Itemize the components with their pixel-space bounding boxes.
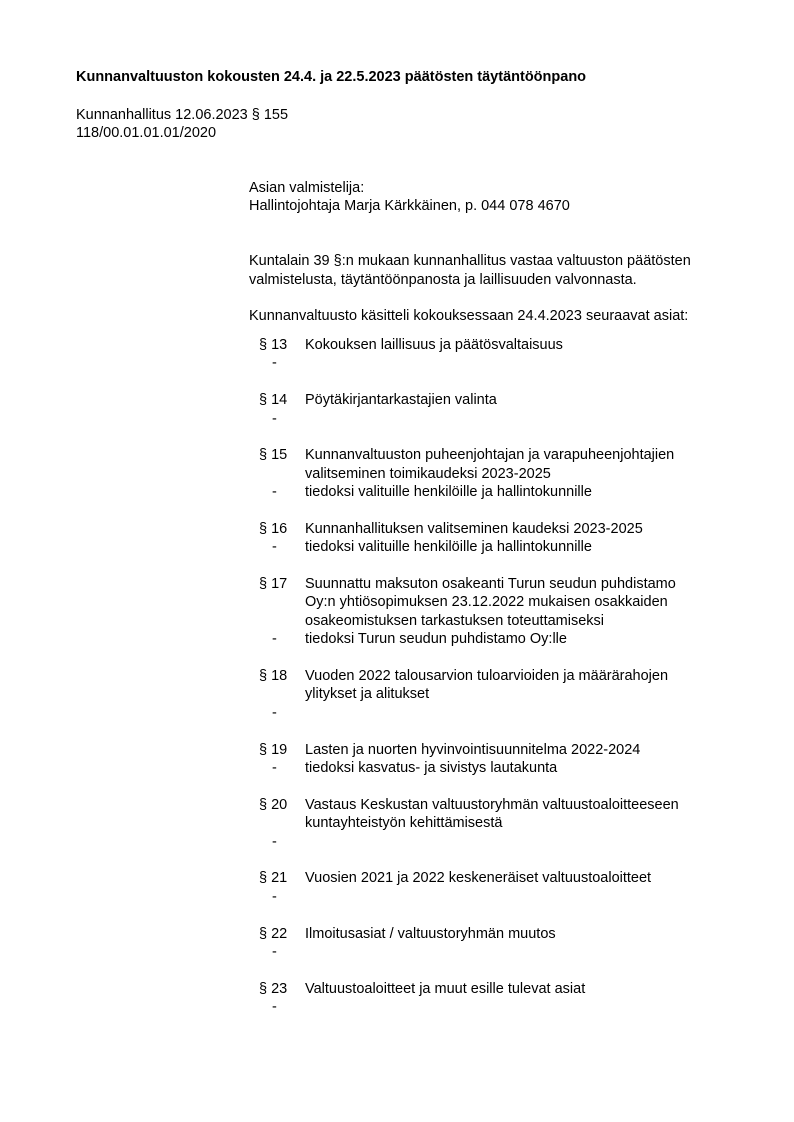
note-dash: - — [272, 943, 277, 960]
agenda-item-title: ylitykset ja alitukset — [305, 686, 430, 703]
note-dash: - — [272, 759, 277, 776]
agenda-item — [249, 575, 749, 649]
agenda-item-note: tiedoksi valituille henkilöille ja hallintokunnille — [305, 484, 592, 501]
agenda-item-title: Vastaus Keskustan valtuustoryhmän valtuustoaloitteeseen — [305, 796, 679, 813]
section-number: § 15 — [259, 447, 288, 464]
agenda-item-title: valitseminen toimikaudeksi 2023-2025 — [305, 465, 551, 482]
agenda-item-row — [249, 593, 749, 611]
agenda-item — [249, 667, 749, 722]
agenda-item-note-row — [249, 998, 749, 1016]
agenda-item — [249, 446, 749, 501]
agenda-item-title: Pöytäkirjantarkastajien valinta — [305, 392, 497, 409]
agenda-item-title: Vuoden 2022 talousarvion tuloarvioiden ja määrärahojen — [305, 668, 669, 685]
preparer-label: Asian valmistelija: — [249, 180, 365, 196]
agenda-item-title: Oy:n yhtiösopimuksen 23.12.2022 mukaisen osakkaiden — [305, 594, 668, 611]
section-number: § 13 — [259, 337, 288, 353]
note-dash: - — [272, 704, 277, 721]
agenda-item-title: Kunnanhallituksen valitseminen kaudeksi 2023-2025 — [305, 520, 643, 537]
preparer-value: Hallintojohtaja Marja Kärkkäinen, p. 044 078 4670 — [249, 198, 570, 214]
section-number: § 16 — [259, 520, 288, 537]
section-number: § 17 — [259, 576, 288, 593]
agenda-item-row — [249, 814, 749, 832]
agenda-items-list — [249, 336, 749, 1035]
section-spacer — [249, 465, 305, 483]
agenda-item — [249, 980, 749, 1017]
paragraph-line: Kunnanvaltuusto käsitteli kokouksessaan 24.4.2023 seuraavat asiat: — [249, 308, 689, 324]
agenda-item-note-row — [249, 538, 749, 556]
agenda-item-row — [249, 925, 749, 943]
agenda-item-row — [249, 391, 749, 409]
record-number: 118/00.01.01.01/2020 — [76, 125, 217, 141]
note-dash: - — [272, 355, 277, 372]
agenda-item-title: Kunnanvaltuuston puheenjohtajan ja varapuheenjohtajien — [305, 447, 675, 464]
agenda-item-title: Vuosien 2021 ja 2022 keskeneräiset valtuustoaloitteet — [305, 870, 652, 887]
agenda-item — [249, 869, 749, 906]
section-number: § 21 — [259, 870, 288, 887]
section-number: § 22 — [259, 925, 288, 942]
agenda-item-note-row — [249, 759, 749, 777]
note-dash: - — [272, 888, 277, 905]
agenda-item-note-row — [249, 630, 749, 648]
note-dash: - — [272, 410, 277, 427]
agenda-item-row — [249, 980, 749, 998]
section-spacer — [249, 612, 305, 630]
note-dash: - — [272, 484, 277, 501]
note-dash: - — [272, 631, 277, 648]
agenda-item-title: Valtuustoaloitteet ja muut esille tulevat asiat — [305, 980, 586, 997]
agenda-item-row — [249, 575, 749, 593]
agenda-item-title: kuntayhteistyön kehittämisestä — [305, 815, 503, 832]
agenda-item-note-row — [249, 943, 749, 961]
agenda-item-row — [249, 520, 749, 538]
agenda-item-note-row — [249, 704, 749, 722]
note-dash: - — [272, 999, 277, 1016]
agenda-item — [249, 391, 749, 428]
section-number: § 19 — [259, 741, 288, 758]
section-spacer — [249, 685, 305, 703]
section-spacer — [249, 593, 305, 611]
agenda-item-note-row — [249, 354, 749, 372]
agenda-item-note: tiedoksi valituille henkilöille ja hallintokunnille — [305, 539, 592, 556]
agenda-item-title: osakeomistuksen tarkastuksen toteuttamiseksi — [305, 612, 604, 629]
agenda-item-note-row — [249, 833, 749, 851]
agenda-item-note-row — [249, 410, 749, 428]
agenda-item — [249, 741, 749, 778]
section-number: § 20 — [259, 796, 288, 813]
paragraph-line: valmistelusta, täytäntöönpanosta ja laillisuuden valvonnasta. — [249, 272, 637, 288]
agenda-item-note: tiedoksi Turun seudun puhdistamo Oy:lle — [305, 631, 567, 648]
agenda-item-row — [249, 685, 749, 703]
agenda-item — [249, 520, 749, 557]
agenda-item-note: tiedoksi kasvatus- ja sivistys lautakunta — [305, 759, 558, 776]
section-spacer — [249, 814, 305, 832]
section-number: § 18 — [259, 668, 288, 685]
agenda-item-row — [249, 446, 749, 464]
agenda-item-note-row — [249, 483, 749, 501]
agenda-item-title: Lasten ja nuorten hyvinvointisuunnitelma 2022-2024 — [305, 741, 641, 758]
note-dash: - — [272, 539, 277, 556]
agenda-item-row — [249, 667, 749, 685]
section-number: § 23 — [259, 980, 288, 997]
agenda-item-row — [249, 869, 749, 887]
document-title: Kunnanvaltuuston kokousten 24.4. ja 22.5.2023 päätösten täytäntöönpano — [76, 69, 587, 85]
agenda-item — [249, 336, 749, 373]
agenda-item-row — [249, 796, 749, 814]
paragraph-line: Kuntalain 39 §:n mukaan kunnanhallitus vastaa valtuuston päätösten — [249, 253, 691, 269]
agenda-item-row — [249, 612, 749, 630]
agenda-item-row — [249, 336, 749, 354]
agenda-item-row — [249, 741, 749, 759]
agenda-item-row — [249, 465, 749, 483]
agenda-item-note-row — [249, 888, 749, 906]
meeting-reference: Kunnanhallitus 12.06.2023 § 155 — [76, 107, 289, 123]
agenda-item — [249, 796, 749, 851]
agenda-item-title: Kokouksen laillisuus ja päätösvaltaisuus — [305, 337, 563, 353]
agenda-item — [249, 925, 749, 962]
agenda-item-title: Ilmoitusasiat / valtuustoryhmän muutos — [305, 925, 556, 942]
agenda-item-title: Suunnattu maksuton osakeanti Turun seudun puhdistamo — [305, 576, 676, 593]
note-dash: - — [272, 833, 277, 850]
section-number: § 14 — [259, 392, 288, 409]
